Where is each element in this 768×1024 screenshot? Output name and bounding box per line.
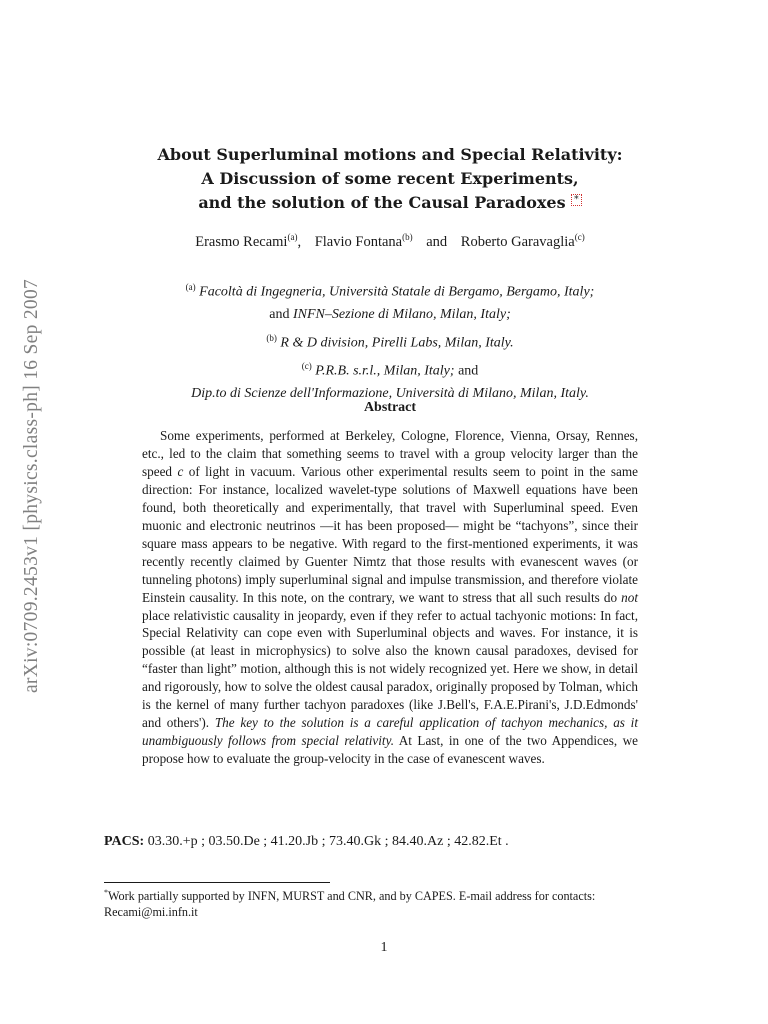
- affiliation-c: [100, 355, 680, 383]
- page-number: 1: [380, 940, 388, 955]
- author-list: [100, 232, 680, 251]
- affiliation-suffix: and: [458, 363, 479, 379]
- abstract-text: place relativistic causality in jeopardy, even if they refer to actual tachyonic motions: In fact, Special Relativity can cope even with Superluminal objects and waves. For instance, it is possible (at least in microphysics) to solve also the known causal paradoxes, devised for “faster than light” motion, although this is not widely recognized yet. Here we show, in detail and rigorously, how to solve the oldest causal paradox, originally proposed by Tolman, which is the kernel of many further tachyon paradoxes (like J.Bell's, F.A.E.Pirani's, J.D.Edmonds' and others').: [142, 607, 638, 731]
- author-separator: ,: [297, 233, 302, 250]
- affiliation-mark: (a): [287, 232, 298, 242]
- footnote: [104, 885, 676, 920]
- paper-title: [100, 143, 680, 215]
- title-line-2: A Discussion of some recent Experiments,: [201, 169, 579, 188]
- abstract-text: of light in vacuum. Various other experimental results seem to point in the same direction: For instance, localized wavelet-type solutions of Maxwell equations have been found, both theoretically and experimentally, that travel with Superluminal speed. Even muonic and electronic neutrinos —it has been proposed— might be “tachyons”, since their square mass appears to be negative. With regard to the first-mentioned experiments, it was recently recently claimed by Guenter Nimtz that those results with evanescent waves (or tunneling photons) imply superluminal signal and impulse transmission, and therefore violate Einstein causality. In this note, on the contrary, we want to stress that all such results do: [142, 463, 638, 605]
- affiliation-mark: (c): [301, 360, 312, 371]
- abstract-body: [142, 427, 638, 768]
- abstract-text: At Last, in one of the two Appendices, we propose how to evaluate the group-velocity in the case of evanescent waves.: [142, 733, 639, 767]
- abstract-text: Some experiments, performed at Berkeley, Cologne, Florence, Vienna, Orsay, Rennes, etc., led to the claim that something seems to travel with a group velocity larger than the speed: [142, 428, 638, 479]
- authors-and: and: [426, 233, 448, 250]
- pacs-line: [104, 834, 684, 850]
- author-name: Roberto Garavaglia: [460, 233, 575, 250]
- title-line-1: About Superluminal motions and Special Relativity:: [157, 145, 623, 164]
- affiliations: [100, 276, 680, 405]
- arxiv-stamp[interactable]: [12, 212, 52, 760]
- affiliation-mark: (b): [266, 332, 277, 343]
- title-line-3-text: and the solution of the Causal Paradoxes: [198, 193, 566, 212]
- affiliation-mark: (b): [402, 232, 413, 242]
- pacs-label: PACS:: [104, 834, 145, 849]
- abstract-emphasis: not: [621, 589, 638, 605]
- affiliation-text: INFN–Sezione di Milano, Milan, Italy;: [292, 307, 511, 323]
- arxiv-id-label: arXiv:0709.2453v1 [physics.class-ph] 16 Sep 2007: [21, 278, 42, 694]
- affiliation-a2: [100, 304, 680, 327]
- author-name: Flavio Fontana: [314, 233, 403, 250]
- affiliation-mark: (a): [185, 282, 196, 292]
- affiliation-text: Facoltà di Ingegneria, Università Statale di Bergamo, Bergamo, Italy;: [199, 284, 595, 300]
- pacs-codes: 03.30.+p ; 03.50.De ; 41.20.Jb ; 73.40.Gk ; 84.40.Az ; 42.82.Et .: [147, 834, 509, 849]
- affiliation-prefix: and: [269, 307, 290, 323]
- abstract-variable-c: c: [177, 463, 184, 479]
- affiliation-mark: (c): [574, 232, 585, 242]
- author-fontana: [315, 234, 413, 250]
- author-garavaglia: [461, 234, 585, 250]
- title-footnote-link[interactable]: *: [571, 194, 582, 206]
- title-line-3: [100, 191, 680, 215]
- affiliation-text: P.R.B. s.r.l., Milan, Italy;: [315, 363, 455, 379]
- affiliation-text: Dip.to di Scienze dell'Informazione, Università di Milano, Milan, Italy.: [191, 385, 589, 401]
- footnote-text: Work partially supported by INFN, MURST and CNR, and by CAPES. E-mail address for contacts: Recami@mi.infn.it: [104, 889, 596, 920]
- affiliation-b: [100, 327, 680, 355]
- abstract-emphasis: The key to the solution is a careful application of tachyon mechanics, as it unambiguously follows from special relativity.: [142, 715, 638, 749]
- footnote-rule: [104, 882, 330, 883]
- footnote-mark: *: [104, 888, 108, 897]
- author-name: Erasmo Recami: [195, 233, 288, 250]
- abstract-heading: Abstract: [363, 400, 417, 415]
- affiliation-a: [100, 276, 680, 304]
- affiliation-text: R & D division, Pirelli Labs, Milan, Italy.: [280, 335, 514, 351]
- author-recami: [195, 234, 301, 250]
